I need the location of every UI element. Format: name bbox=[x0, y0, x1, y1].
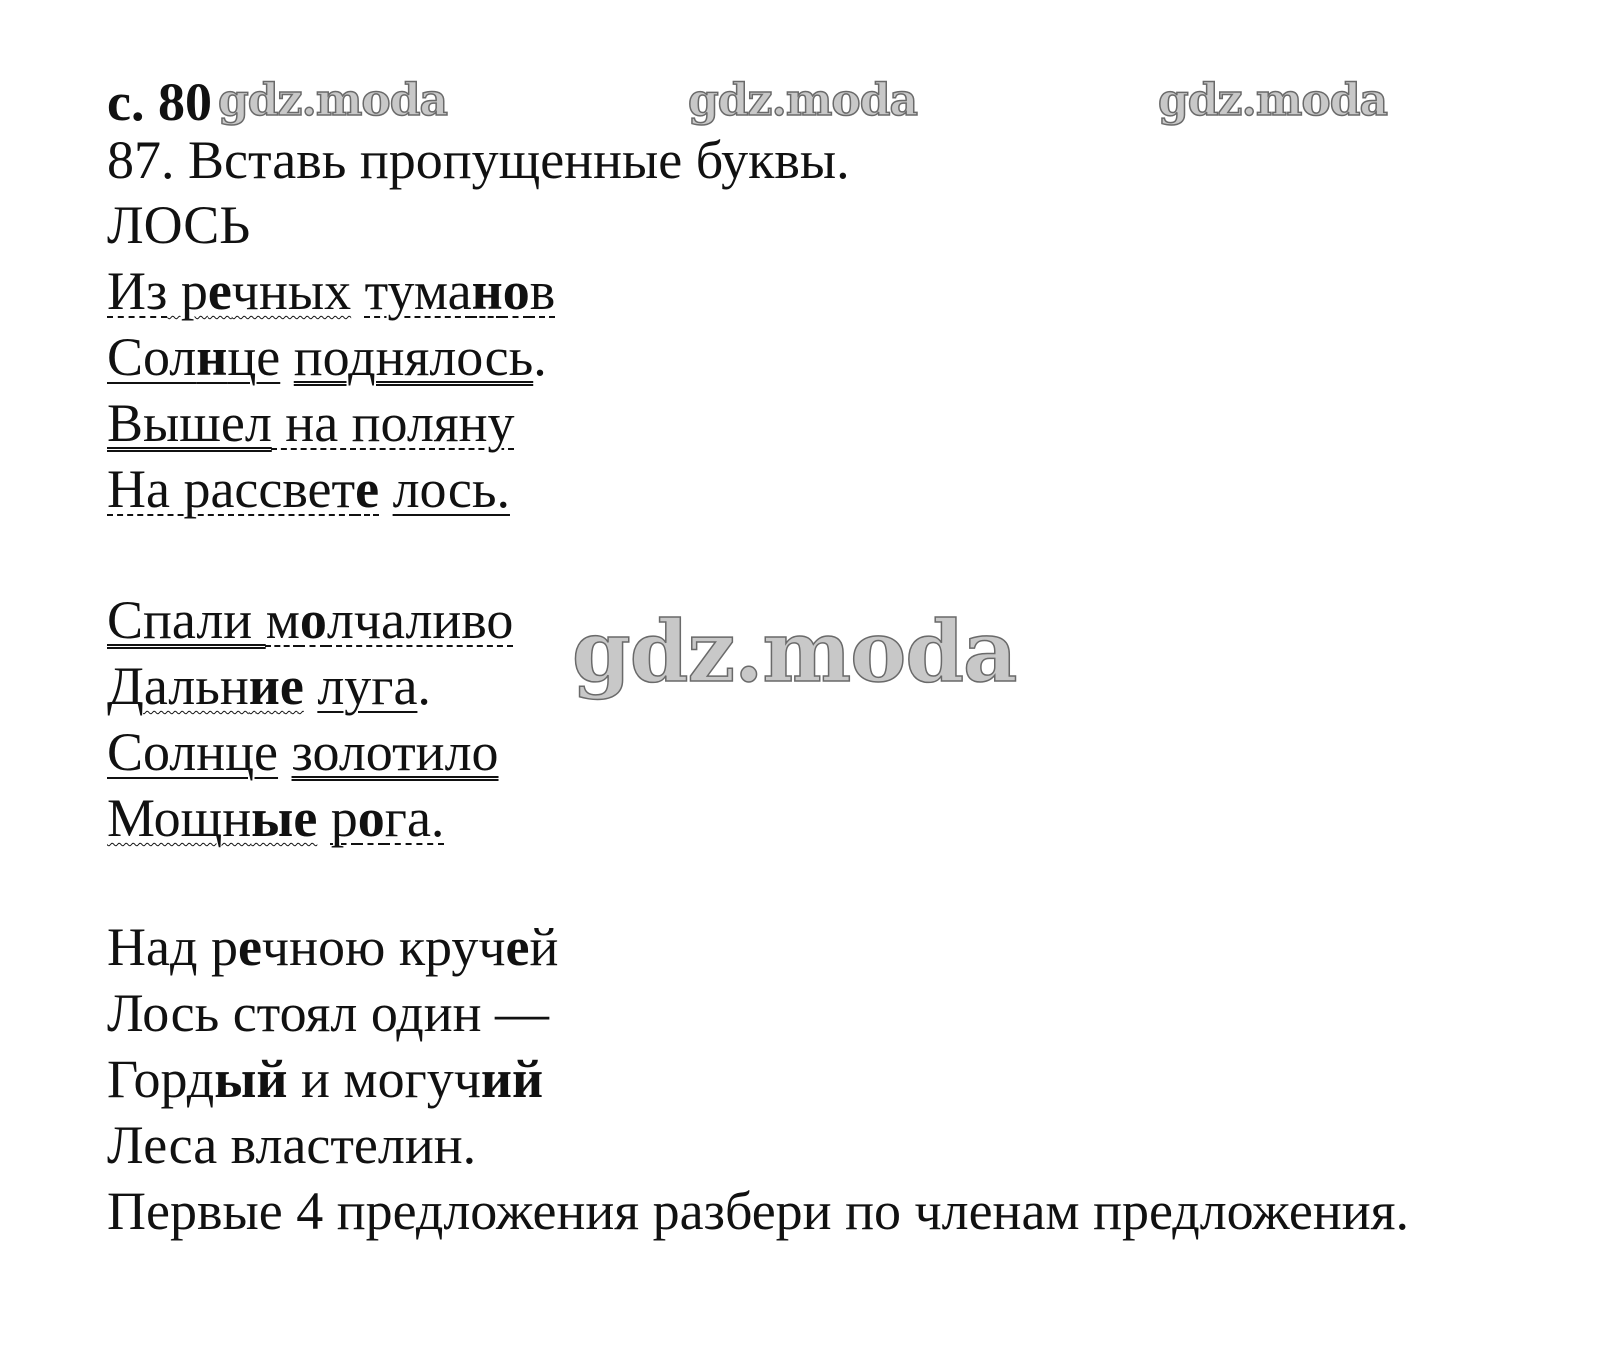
page-number: с. 80 bbox=[107, 72, 212, 132]
watermark: gdz.moda bbox=[1158, 75, 1388, 126]
page-reference bbox=[107, 69, 212, 135]
poem-line: Лось стоял один — bbox=[107, 983, 550, 1043]
poem-line bbox=[107, 719, 499, 785]
word: Дальние bbox=[107, 656, 304, 716]
predicate: золотило bbox=[291, 722, 499, 782]
word: Мощные bbox=[107, 788, 318, 848]
poem-line: Леса властелин. bbox=[107, 1115, 477, 1175]
predicate: Спали bbox=[107, 590, 266, 650]
poem-line: Дальние луга. bbox=[107, 656, 431, 716]
watermark: gdz.moda bbox=[572, 602, 1017, 701]
poem-line bbox=[107, 456, 510, 522]
word: на поляну bbox=[271, 393, 515, 453]
watermark: gdz.moda bbox=[688, 75, 918, 126]
subject: Солнце bbox=[107, 327, 281, 387]
word: На рассвете bbox=[107, 459, 380, 519]
subject: луга bbox=[317, 656, 418, 716]
predicate: Вышел bbox=[107, 393, 272, 453]
poem-line bbox=[107, 785, 444, 851]
poem-line: Гордый и могучий bbox=[107, 1049, 544, 1109]
poem-line: Солнце поднялось. bbox=[107, 327, 547, 387]
watermark: gdz.moda bbox=[218, 75, 448, 126]
poem-line: Над речною кручей bbox=[107, 917, 559, 977]
word: Из bbox=[107, 261, 168, 321]
poem-line bbox=[107, 587, 513, 653]
word: туманов bbox=[364, 261, 556, 321]
word: молчаливо bbox=[265, 590, 514, 650]
predicate: поднялось bbox=[293, 327, 534, 387]
poem-title: ЛОСЬ bbox=[107, 195, 251, 255]
final-task: Первые 4 предложения разбери по членам предложения. bbox=[107, 1181, 1410, 1241]
task-heading: 87. Вставь пропущенные буквы. bbox=[107, 130, 850, 190]
word: речных bbox=[167, 261, 352, 321]
subject: Солнце bbox=[107, 722, 279, 782]
word: рога. bbox=[330, 788, 445, 848]
poem-line bbox=[107, 258, 555, 324]
subject: лось. bbox=[392, 459, 510, 519]
poem-line bbox=[107, 390, 515, 456]
